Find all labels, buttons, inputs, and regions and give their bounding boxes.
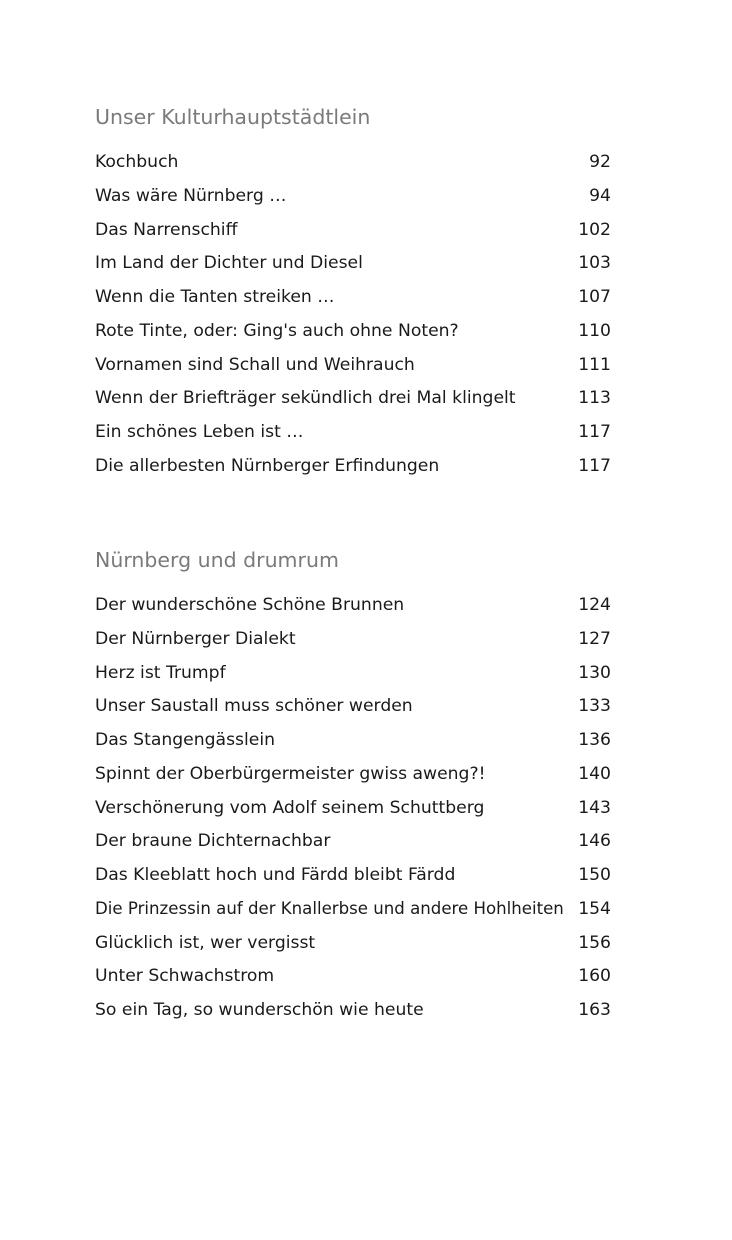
toc-entry: [95, 692, 611, 726]
toc-section: [95, 546, 611, 1020]
entry-page-number: 94: [589, 185, 611, 206]
entry-title: Was wäre Nürnberg …: [95, 185, 287, 206]
entry-page-number: 107: [578, 287, 611, 307]
entry-list: [95, 148, 611, 486]
toc-entry: [95, 148, 611, 182]
entry-title: Die Prinzessin auf der Knallerbse und andere Hohlheiten: [95, 898, 564, 918]
entry-title: Der Nürnberger Dialekt: [95, 628, 296, 649]
toc-entry: [95, 591, 611, 625]
entry-title: Kochbuch: [95, 152, 179, 172]
entry-page-number: 163: [578, 1000, 611, 1020]
entry-title: Ein schönes Leben ist …: [95, 422, 304, 442]
entry-page-number: 117: [578, 455, 611, 476]
entry-title: Die allerbesten Nürnberger Erfindungen: [95, 455, 440, 476]
toc-entry: [95, 283, 611, 317]
entry-title: Spinnt der Oberbürgermeister gwiss aweng?!: [95, 763, 486, 784]
entry-title: Unser Saustall muss schöner werden: [95, 696, 413, 717]
entry-title: Rote Tinte, oder: Ging's auch ohne Noten?: [95, 320, 459, 341]
entry-title: Der wunderschöne Schöne Brunnen: [95, 595, 405, 615]
toc-entry: [95, 996, 611, 1030]
entry-title: Das Stangengässlein: [95, 730, 276, 750]
section-title: Unser Kulturhauptstädtlein: [95, 105, 371, 129]
entry-page-number: 140: [578, 763, 611, 784]
entry-page-number: 124: [578, 595, 611, 615]
entry-list: [95, 591, 611, 1030]
toc-entry: [95, 249, 611, 283]
toc-entry: [95, 625, 611, 659]
toc-section: [95, 103, 611, 476]
entry-title: Im Land der Dichter und Diesel: [95, 253, 363, 274]
entry-title: Das Kleeblatt hoch und Färdd bleibt Färdd: [95, 865, 456, 885]
entry-page-number: 113: [578, 388, 611, 409]
entry-title: Der braune Dichternachbar: [95, 831, 331, 852]
entry-title: Unter Schwachstrom: [95, 966, 275, 987]
entry-page-number: 127: [578, 628, 611, 649]
entry-page-number: 150: [578, 865, 611, 885]
entry-page-number: 156: [578, 932, 611, 953]
toc-entry: [95, 659, 611, 693]
toc-entry: [95, 351, 611, 385]
entry-title: Wenn der Briefträger sekündlich drei Mal klingelt: [95, 388, 516, 409]
toc-entry: [95, 760, 611, 794]
toc-entry: [95, 929, 611, 963]
toc-entry: [95, 182, 611, 216]
entry-page-number: 160: [578, 966, 611, 987]
entry-title: Glücklich ist, wer vergisst: [95, 932, 316, 953]
entry-title: Verschönerung vom Adolf seinem Schuttberg: [95, 797, 485, 818]
toc-entry: [95, 384, 611, 418]
entry-page-number: 111: [578, 354, 611, 375]
entry-page-number: 102: [578, 219, 611, 240]
entry-page-number: 103: [578, 253, 611, 274]
entry-title: So ein Tag, so wunderschön wie heute: [95, 1000, 424, 1020]
toc-entry: [95, 418, 611, 452]
entry-page-number: 154: [578, 898, 611, 919]
toc-entry: [95, 317, 611, 351]
entry-title: Vornamen sind Schall und Weihrauch: [95, 354, 415, 375]
toc-entry: [95, 827, 611, 861]
entry-page-number: 143: [578, 797, 611, 818]
entry-title: Herz ist Trumpf: [95, 662, 226, 683]
toc-entry: [95, 452, 611, 486]
entry-page-number: 117: [578, 422, 611, 442]
entry-page-number: 92: [589, 152, 611, 172]
toc-entry: [95, 895, 611, 929]
toc-entry: [95, 726, 611, 760]
entry-page-number: 130: [578, 662, 611, 683]
entry-page-number: 110: [578, 320, 611, 341]
toc-entry: [95, 861, 611, 895]
section-title: Nürnberg und drumrum: [95, 548, 339, 572]
entry-page-number: 146: [578, 831, 611, 852]
entry-title: Wenn die Tanten streiken …: [95, 287, 335, 307]
toc-entry: [95, 962, 611, 996]
toc-entry: [95, 216, 611, 250]
entry-page-number: 136: [578, 730, 611, 750]
toc-entry: [95, 794, 611, 828]
entry-page-number: 133: [578, 696, 611, 717]
entry-title: Das Narrenschiff: [95, 219, 238, 240]
